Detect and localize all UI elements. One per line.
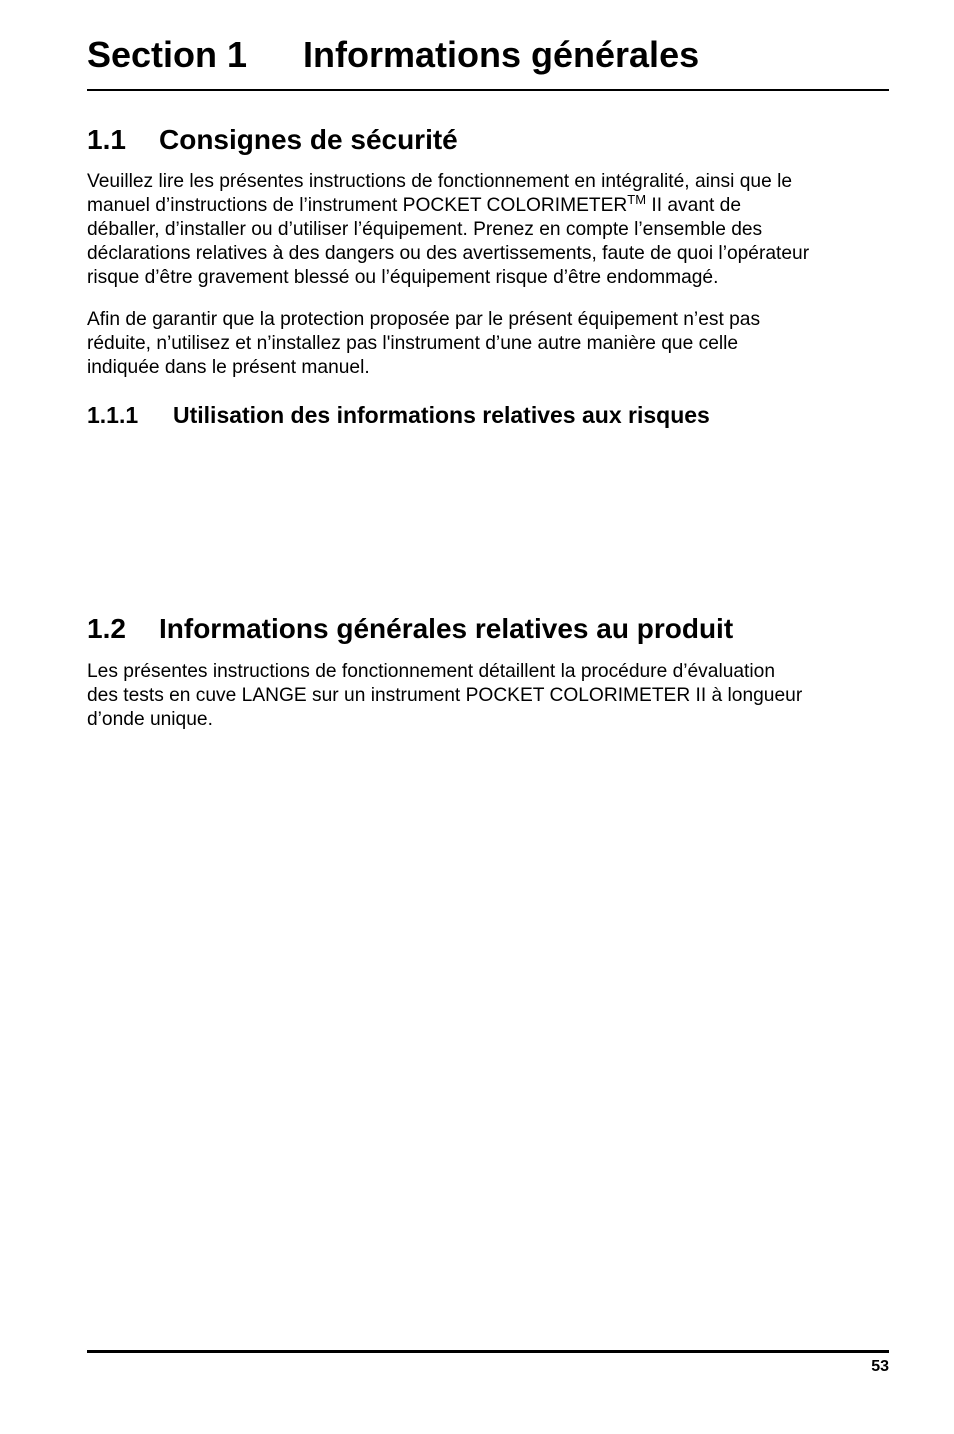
page-number: 53 bbox=[871, 1358, 889, 1375]
heading-1-1 bbox=[87, 122, 458, 158]
section-heading-text: Informations générales bbox=[303, 34, 700, 75]
section-title bbox=[87, 30, 889, 80]
paragraph-line: déclarations relatives à des dangers ou des avertissements, faute de quoi l’opérateur bbox=[87, 243, 810, 264]
heading-1-1-1-number: 1.1.1 bbox=[87, 402, 139, 428]
section-title-rule bbox=[87, 89, 889, 91]
paragraph-line: Afin de garantir que la protection proposée par le présent équipement n’est pas bbox=[87, 309, 761, 330]
paragraph-line: réduite, n’utilisez et n’installez pas l'instrument d’une autre manière que celle bbox=[87, 333, 739, 354]
heading-1-1-1-text: Utilisation des informations relatives aux risques bbox=[173, 402, 710, 428]
safety-paragraph-2 bbox=[87, 308, 889, 380]
paragraph-text: manuel d’instructions de l’instrument POCKET COLORIMETER bbox=[87, 195, 628, 216]
paragraph-text: II avant de bbox=[646, 195, 741, 216]
heading-1-2 bbox=[87, 611, 733, 647]
heading-1-1-text: Consignes de sécurité bbox=[159, 124, 458, 155]
heading-1-1-1 bbox=[87, 400, 710, 430]
paragraph-line: risque d’être gravement blessé ou l’équipement risque d’être endommagé. bbox=[87, 267, 719, 288]
document-page bbox=[87, 0, 889, 1434]
paragraph-line bbox=[87, 194, 889, 218]
trademark-superscript: TM bbox=[627, 192, 647, 207]
heading-1-2-number: 1.2 bbox=[87, 613, 126, 644]
heading-1-1-number: 1.1 bbox=[87, 124, 126, 155]
paragraph-line: Les présentes instructions de fonctionnement détaillent la procédure d’évaluation bbox=[87, 661, 775, 682]
heading-1-2-text: Informations générales relatives au produit bbox=[159, 613, 734, 644]
paragraph-line: d’onde unique. bbox=[87, 709, 213, 730]
section-number: Section 1 bbox=[87, 34, 248, 75]
paragraph-line: indiquée dans le présent manuel. bbox=[87, 357, 370, 378]
paragraph-line: déballer, d’installer ou d’utiliser l’équipement. Prenez en compte l’ensemble des bbox=[87, 219, 763, 240]
safety-paragraph-1 bbox=[87, 170, 889, 290]
product-paragraph bbox=[87, 660, 889, 732]
footer-rule bbox=[87, 1350, 889, 1353]
paragraph-line: Veuillez lire les présentes instructions de fonctionnement en intégralité, ainsi que le bbox=[87, 171, 793, 192]
paragraph-line: des tests en cuve LANGE sur un instrument POCKET COLORIMETER II à longueur bbox=[87, 685, 803, 706]
